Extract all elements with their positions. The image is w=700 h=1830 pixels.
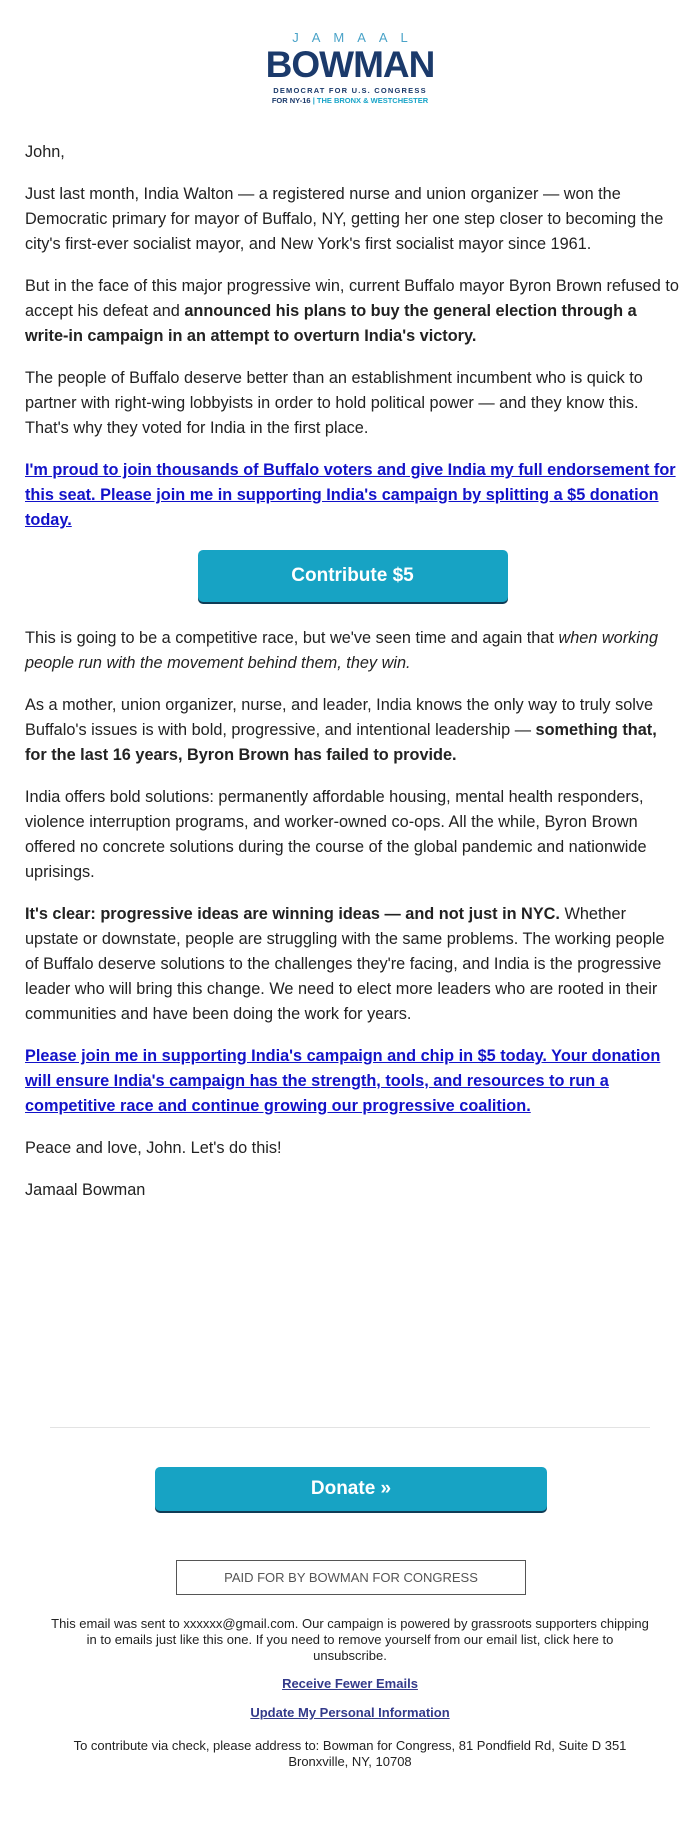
- logo-last-name: BOWMAN: [265, 44, 435, 85]
- footer-divider: [50, 1427, 650, 1428]
- paragraph-2: [25, 274, 680, 349]
- paragraph-7-bold: It's clear: progressive ideas are winning ideas — and not just in NYC.: [25, 905, 560, 923]
- donation-link-1[interactable]: I'm proud to join thousands of Buffalo voters and give India my full endorsement for this seat. Please join me in supporting India's campaign by splitting a $5 donation today.: [25, 461, 676, 529]
- signature: Jamaal Bowman: [25, 1181, 146, 1199]
- donation-link-1-wrap: [25, 458, 680, 533]
- paragraph-1: Just last month, India Walton — a registered nurse and union organizer — won the Democratic primary for mayor of Buffalo, NY, getting her one step closer to becoming the city's first-ever socialist mayor, and New York's first socialist mayor since 1961.: [25, 185, 664, 253]
- email-notice: This email was sent to xxxxxx@gmail.com. Our campaign is powered by grassroots supporters chipping in to emails just like this one. If you need to remove yourself from our email list, click here to unsubscribe.: [51, 1616, 649, 1663]
- donation-link-2[interactable]: Please join me in supporting India's campaign and chip in $5 today. Your donation will ensure India's campaign has the strength, tools, and resources to run a competitive race and continue growing our progressive coalition.: [25, 1047, 661, 1115]
- paragraph-4-text: This is going to be a competitive race, but we've seen time and again that: [25, 629, 559, 647]
- paragraph-4: [25, 626, 680, 676]
- paragraph-5-bold: something that, for the last 16 years, Byron Brown has failed to provide.: [25, 721, 657, 764]
- paragraph-3: The people of Buffalo deserve better than an establishment incumbent who is quick to partner with right-wing lobbyists in order to hold political power — and they know this. That's why they voted for India in the first place.: [25, 369, 643, 437]
- paragraph-2-bold: announced his plans to buy the general election through a write-in campaign in an attempt to overturn India's victory.: [25, 302, 637, 345]
- paragraph-6: India offers bold solutions: permanently affordable housing, mental health responders, violence interruption programs, and worker-owned co-ops. All the while, Byron Brown offered no concrete solutions during the course of the global pandemic and nationwide uprisings.: [25, 788, 647, 881]
- logo-region: THE BRONX & WESTCHESTER: [316, 96, 429, 105]
- logo-tagline: DEMOCRAT FOR U.S. CONGRESS: [273, 86, 427, 95]
- campaign-logo: [0, 30, 700, 106]
- paragraph-4-italic: when working people run with the movement behind them, they win.: [25, 629, 659, 672]
- donation-link-2-wrap: [25, 1044, 680, 1119]
- logo-separator: |: [310, 96, 317, 105]
- logo-first-name: JAMAAL: [292, 30, 421, 45]
- paragraph-5-text: As a mother, union organizer, nurse, and leader, India knows the only way to truly solve Buffalo's issues is with bold, progressive, and intentional leadership —: [25, 696, 654, 739]
- donate-button[interactable]: Donate »: [155, 1467, 547, 1511]
- check-address: To contribute via check, please address to: Bowman for Congress, 81 Pondfield Rd, Suite D 351 Bronxville, NY, 10708: [73, 1738, 627, 1769]
- paragraph-2-text: But in the face of this major progressive win, current Buffalo mayor Byron Brown refused to accept his defeat and: [25, 277, 679, 320]
- email-body: [25, 140, 680, 1220]
- closing: Peace and love, John. Let's do this!: [25, 1139, 282, 1157]
- update-info-link-wrap: [50, 1705, 650, 1720]
- update-info-link[interactable]: Update My Personal Information: [250, 1705, 450, 1720]
- logo-district: FOR NY-16: [271, 96, 311, 105]
- fewer-emails-link[interactable]: Receive Fewer Emails: [282, 1676, 418, 1691]
- paragraph-7-text: Whether upstate or downstate, people are struggling with the same problems. The working people of Buffalo deserve solutions to the challenges they're facing, and India is the progressive leader who will bring this change. We need to elect more leaders who are rooted in their communities and have been doing the work for years.: [25, 905, 665, 1023]
- contribute-button[interactable]: Contribute $5: [198, 550, 508, 602]
- contribute-button-wrap: [25, 550, 680, 602]
- logo-district-line: [0, 96, 700, 106]
- paragraph-7: [25, 902, 680, 1027]
- paid-for-disclaimer: PAID FOR BY BOWMAN FOR CONGRESS: [176, 1560, 526, 1595]
- fewer-emails-link-wrap: [50, 1676, 650, 1691]
- paragraph-5: [25, 693, 680, 768]
- greeting: John,: [25, 143, 65, 161]
